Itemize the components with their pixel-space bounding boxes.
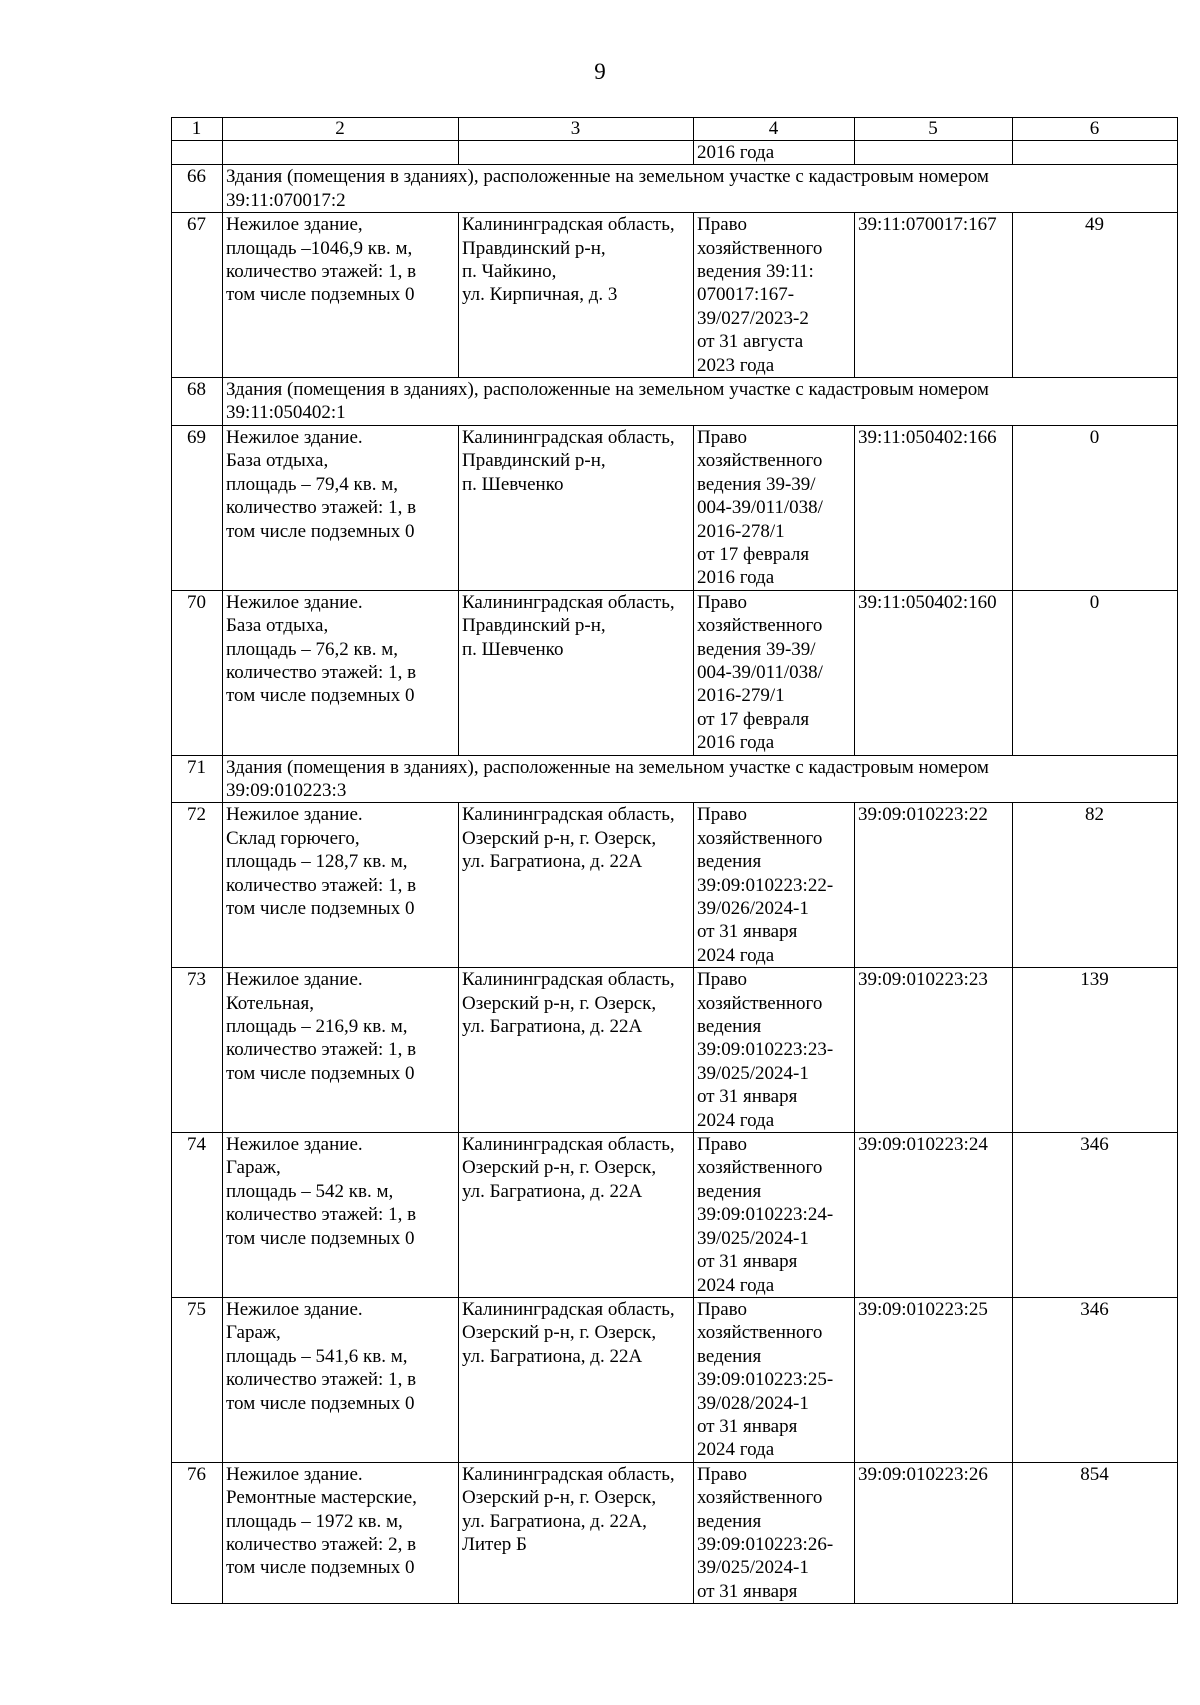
cell-line: Здания (помещения в зданиях), расположенные на земельном участке с кадастровым номером [226, 756, 989, 778]
table-row [172, 1297, 1178, 1462]
column-number-header-row [172, 118, 1178, 141]
cell-line: Право [697, 1134, 747, 1156]
cell-line: Ремонтные мастерские, [226, 1487, 417, 1509]
cell-line: ведения 39-39/ [697, 638, 816, 660]
cell-line: 39:11:050402:1 [226, 402, 346, 424]
building-description-cell [223, 1462, 459, 1603]
cell-line: Нежилое здание. [226, 591, 363, 613]
cell-line: количество этажей: 1, в [226, 1369, 417, 1391]
cell-line: хозяйственного [697, 992, 823, 1014]
cadastral-number-cell: 39:09:010223:26 [855, 1462, 1013, 1603]
cell-line: ул. Багратиона, д. 22А [462, 851, 643, 873]
building-description-cell [223, 425, 459, 590]
cell-line: количество этажей: 1, в [226, 661, 417, 683]
right-registration-cell [694, 425, 855, 590]
cell-line: Нежилое здание. [226, 969, 363, 991]
cell-line: 070017:167- [697, 284, 795, 306]
cell-line: площадь – 542 кв. м, [226, 1180, 394, 1202]
table-row [172, 1133, 1178, 1298]
cell-line: хозяйственного [697, 827, 823, 849]
cell-line: 39/028/2024-1 [697, 1392, 809, 1414]
cell-line: ведения 39-39/ [697, 473, 816, 495]
cadastral-number-cell: 39:09:010223:24 [855, 1133, 1013, 1298]
cell-line: том числе подземных 0 [226, 520, 415, 542]
building-description-cell [223, 1297, 459, 1462]
cell-line: количество этажей: 1, в [226, 874, 417, 896]
cell-line: том числе подземных 0 [226, 1227, 415, 1249]
cell-line: Здания (помещения в зданиях), расположенные на земельном участке с кадастровым номером [226, 379, 989, 401]
cell-line: База отдыха, [226, 615, 329, 637]
section-title [223, 755, 1178, 803]
row-number: 68 [172, 378, 223, 426]
cadastral-number-cell: 39:09:010223:25 [855, 1297, 1013, 1462]
cadastral-number-cell: 39:09:010223:23 [855, 968, 1013, 1133]
cell-line: ул. Багратиона, д. 22А [462, 1016, 643, 1038]
cell-line: том числе подземных 0 [226, 685, 415, 707]
cell-line: том числе подземных 0 [226, 284, 415, 306]
cell-line: ул. Багратиона, д. 22А, [462, 1510, 647, 1532]
cell-line: Калининградская область, [462, 591, 675, 613]
cell-line: 2016-279/1 [697, 685, 785, 707]
cell-line: Право [697, 214, 747, 236]
cell-line: хозяйственного [697, 237, 823, 259]
row-number: 75 [172, 1297, 223, 1462]
table-row [172, 968, 1178, 1133]
section-row [172, 755, 1178, 803]
cell-line: площадь – 76,2 кв. м, [226, 638, 399, 660]
cell-line: 2016 года [697, 732, 775, 754]
address-cell [459, 590, 694, 755]
cell-line: 2024 года [697, 1439, 775, 1461]
cell-line: Калининградская область, [462, 1463, 675, 1485]
cell-line: площадь –1046,9 кв. м, [226, 237, 413, 259]
table-row [172, 803, 1178, 968]
section-title [223, 165, 1178, 213]
cell-line: площадь – 1972 кв. м, [226, 1510, 403, 1532]
cadastral-number-cell: 39:11:070017:167 [855, 213, 1013, 378]
value-cell: 346 [1013, 1297, 1178, 1462]
continuation-cell-2 [223, 141, 459, 165]
cell-line: хозяйственного [697, 1487, 823, 1509]
cell-line: площадь – 216,9 кв. м, [226, 1016, 408, 1038]
cell-line: База отдыха, [226, 450, 329, 472]
right-registration-cell [694, 1462, 855, 1603]
cell-line: Литер Б [462, 1533, 527, 1555]
address-cell [459, 1462, 694, 1603]
cell-line: 004-39/011/038/ [697, 497, 823, 519]
cell-line: 39:09:010223:24- [697, 1204, 834, 1226]
cell-line: Право [697, 426, 747, 448]
row-number: 72 [172, 803, 223, 968]
address-cell [459, 425, 694, 590]
cell-line: Котельная, [226, 992, 314, 1014]
building-description-cell [223, 213, 459, 378]
section-row [172, 165, 1178, 213]
cell-line: п. Шевченко [462, 473, 564, 495]
row-number: 66 [172, 165, 223, 213]
right-registration-cell [694, 213, 855, 378]
cell-line: количество этажей: 1, в [226, 497, 417, 519]
row-number: 74 [172, 1133, 223, 1298]
cell-line: том числе подземных 0 [226, 1392, 415, 1414]
cell-line: том числе подземных 0 [226, 1557, 415, 1579]
cell-line: от 31 января [697, 921, 798, 943]
section-row [172, 378, 1178, 426]
address-cell [459, 1297, 694, 1462]
row-number: 70 [172, 590, 223, 755]
cell-line: Право [697, 591, 747, 613]
building-description-cell [223, 803, 459, 968]
row-number: 69 [172, 425, 223, 590]
cell-line: ведения [697, 851, 762, 873]
cell-line: 39/025/2024-1 [697, 1557, 809, 1579]
cell-line: количество этажей: 1, в [226, 1204, 417, 1226]
cell-line: 39/026/2024-1 [697, 898, 809, 919]
address-cell [459, 213, 694, 378]
cell-line: Гараж, [226, 1322, 281, 1344]
column-header-4: 4 [694, 118, 855, 141]
cell-line: Калининградская область, [462, 804, 675, 826]
cell-line: Калининградская область, [462, 426, 675, 448]
cadastral-number-cell: 39:11:050402:166 [855, 425, 1013, 590]
cell-line: Правдинский р-н, [462, 615, 606, 637]
continuation-cell-3 [459, 141, 694, 165]
value-cell: 82 [1013, 803, 1178, 968]
cell-line: ведения [697, 1016, 762, 1038]
cell-line: ведения [697, 1345, 762, 1367]
address-cell [459, 803, 694, 968]
table-row [172, 1462, 1178, 1603]
right-registration-cell [694, 590, 855, 755]
address-cell [459, 1133, 694, 1298]
cell-line: Калининградская область, [462, 1134, 675, 1156]
cell-line: Право [697, 1463, 747, 1485]
cell-line: ведения 39:11: [697, 261, 814, 283]
building-description-cell [223, 1133, 459, 1298]
cell-line: хозяйственного [697, 1157, 823, 1179]
value-cell: 139 [1013, 968, 1178, 1133]
cell-line: от 17 февраля [697, 543, 810, 565]
cell-line: от 31 января [697, 1086, 798, 1108]
row-number: 67 [172, 213, 223, 378]
continuation-cell-4: 2016 года [694, 141, 855, 165]
cell-line: Калининградская область, [462, 969, 675, 991]
cell-line: Правдинский р-н, [462, 237, 606, 259]
cell-line: Склад горючего, [226, 827, 360, 849]
column-header-6: 6 [1013, 118, 1178, 141]
cell-line: п. Чайкино, [462, 261, 557, 283]
cell-line: от 31 августа [697, 331, 804, 353]
cell-line: 2023 года [697, 354, 775, 376]
cell-line: 39:09:010223:22- [697, 874, 834, 896]
cell-line: Озерский р-н, г. Озерск, [462, 827, 657, 849]
cell-line: от 17 февраля [697, 708, 810, 730]
table-row [172, 425, 1178, 590]
table-row [172, 590, 1178, 755]
cell-line: площадь – 128,7 кв. м, [226, 851, 408, 873]
cell-line: Нежилое здание. [226, 804, 363, 826]
cell-line: Озерский р-н, г. Озерск, [462, 1487, 657, 1509]
cell-line: 2024 года [697, 944, 775, 966]
cell-line: 39:09:010223:23- [697, 1039, 834, 1061]
column-header-5: 5 [855, 118, 1013, 141]
cell-line: от 31 января [697, 1251, 798, 1273]
building-description-cell [223, 968, 459, 1133]
cell-line: ул. Багратиона, д. 22А [462, 1180, 643, 1202]
cadastral-number-cell: 39:11:050402:160 [855, 590, 1013, 755]
cell-line: от 31 января [697, 1415, 798, 1437]
right-registration-cell [694, 968, 855, 1133]
table-row [172, 213, 1178, 378]
cell-line: 2024 года [697, 1274, 775, 1296]
cell-line: количество этажей: 2, в [226, 1533, 417, 1555]
right-registration-cell [694, 1297, 855, 1462]
column-header-3: 3 [459, 118, 694, 141]
cell-line: Нежилое здание. [226, 1134, 363, 1156]
cell-line: количество этажей: 1, в [226, 261, 417, 283]
cell-line: Нежилое здание. [226, 1298, 363, 1320]
cell-line: 39:11:070017:2 [226, 189, 346, 211]
cell-line: Право [697, 1298, 747, 1320]
cell-line: Правдинский р-н, [462, 450, 606, 472]
continuation-cell-5 [855, 141, 1013, 165]
continuation-cell-1 [172, 141, 223, 165]
cell-line: 2016 года [697, 567, 775, 589]
value-cell: 0 [1013, 425, 1178, 590]
row-number: 71 [172, 755, 223, 803]
cell-line: Здания (помещения в зданиях), расположенные на земельном участке с кадастровым номером [226, 166, 989, 188]
cell-line: ведения [697, 1510, 762, 1532]
cell-line: хозяйственного [697, 450, 823, 472]
cell-line: том числе подземных 0 [226, 898, 415, 919]
cell-line: площадь – 79,4 кв. м, [226, 473, 399, 495]
right-registration-cell [694, 803, 855, 968]
cell-line: том числе подземных 0 [226, 1062, 415, 1084]
cell-line: ведения [697, 1180, 762, 1202]
value-cell: 0 [1013, 590, 1178, 755]
cell-line: ул. Багратиона, д. 22А [462, 1345, 643, 1367]
cell-line: от 31 января [697, 1580, 798, 1602]
cell-line: площадь – 541,6 кв. м, [226, 1345, 408, 1367]
cell-line: Право [697, 969, 747, 991]
page-number: 9 [594, 59, 606, 84]
cell-line: Нежилое здание. [226, 1463, 363, 1485]
property-table [171, 117, 1178, 1604]
cell-line: п. Шевченко [462, 638, 564, 660]
value-cell: 49 [1013, 213, 1178, 378]
cell-line: 2016-278/1 [697, 520, 785, 542]
column-header-2: 2 [223, 118, 459, 141]
cell-line: 2024 года [697, 1109, 775, 1131]
cell-line: Право [697, 804, 747, 826]
cell-line: 39/027/2023-2 [697, 307, 809, 329]
value-cell: 854 [1013, 1462, 1178, 1603]
cell-line: 39/025/2024-1 [697, 1062, 809, 1084]
cell-line: количество этажей: 1, в [226, 1039, 417, 1061]
cadastral-number-cell: 39:09:010223:22 [855, 803, 1013, 968]
value-cell: 346 [1013, 1133, 1178, 1298]
column-header-1: 1 [172, 118, 223, 141]
cell-line: 39/025/2024-1 [697, 1227, 809, 1249]
cell-line: Нежилое здание, [226, 214, 363, 236]
building-description-cell [223, 590, 459, 755]
row-number: 73 [172, 968, 223, 1133]
cell-line: Калининградская область, [462, 1298, 675, 1320]
cell-line: 39:09:010223:25- [697, 1369, 834, 1391]
cell-line: Гараж, [226, 1157, 281, 1179]
cell-line: Озерский р-н, г. Озерск, [462, 1322, 657, 1344]
row-number: 76 [172, 1462, 223, 1603]
cell-line: Озерский р-н, г. Озерск, [462, 992, 657, 1014]
right-registration-cell [694, 1133, 855, 1298]
cell-line: Озерский р-н, г. Озерск, [462, 1157, 657, 1179]
section-title [223, 378, 1178, 426]
cell-line: хозяйственного [697, 1322, 823, 1344]
continuation-cell-6 [1013, 141, 1178, 165]
cell-line: хозяйственного [697, 615, 823, 637]
continuation-row [172, 141, 1178, 165]
cell-line: Нежилое здание. [226, 426, 363, 448]
address-cell [459, 968, 694, 1133]
cell-line: 39:09:010223:3 [226, 779, 347, 801]
cell-line: Калининградская область, [462, 214, 675, 236]
cell-line: ул. Кирпичная, д. 3 [462, 284, 618, 306]
cell-line: 004-39/011/038/ [697, 661, 823, 683]
cell-line: 39:09:010223:26- [697, 1533, 834, 1555]
